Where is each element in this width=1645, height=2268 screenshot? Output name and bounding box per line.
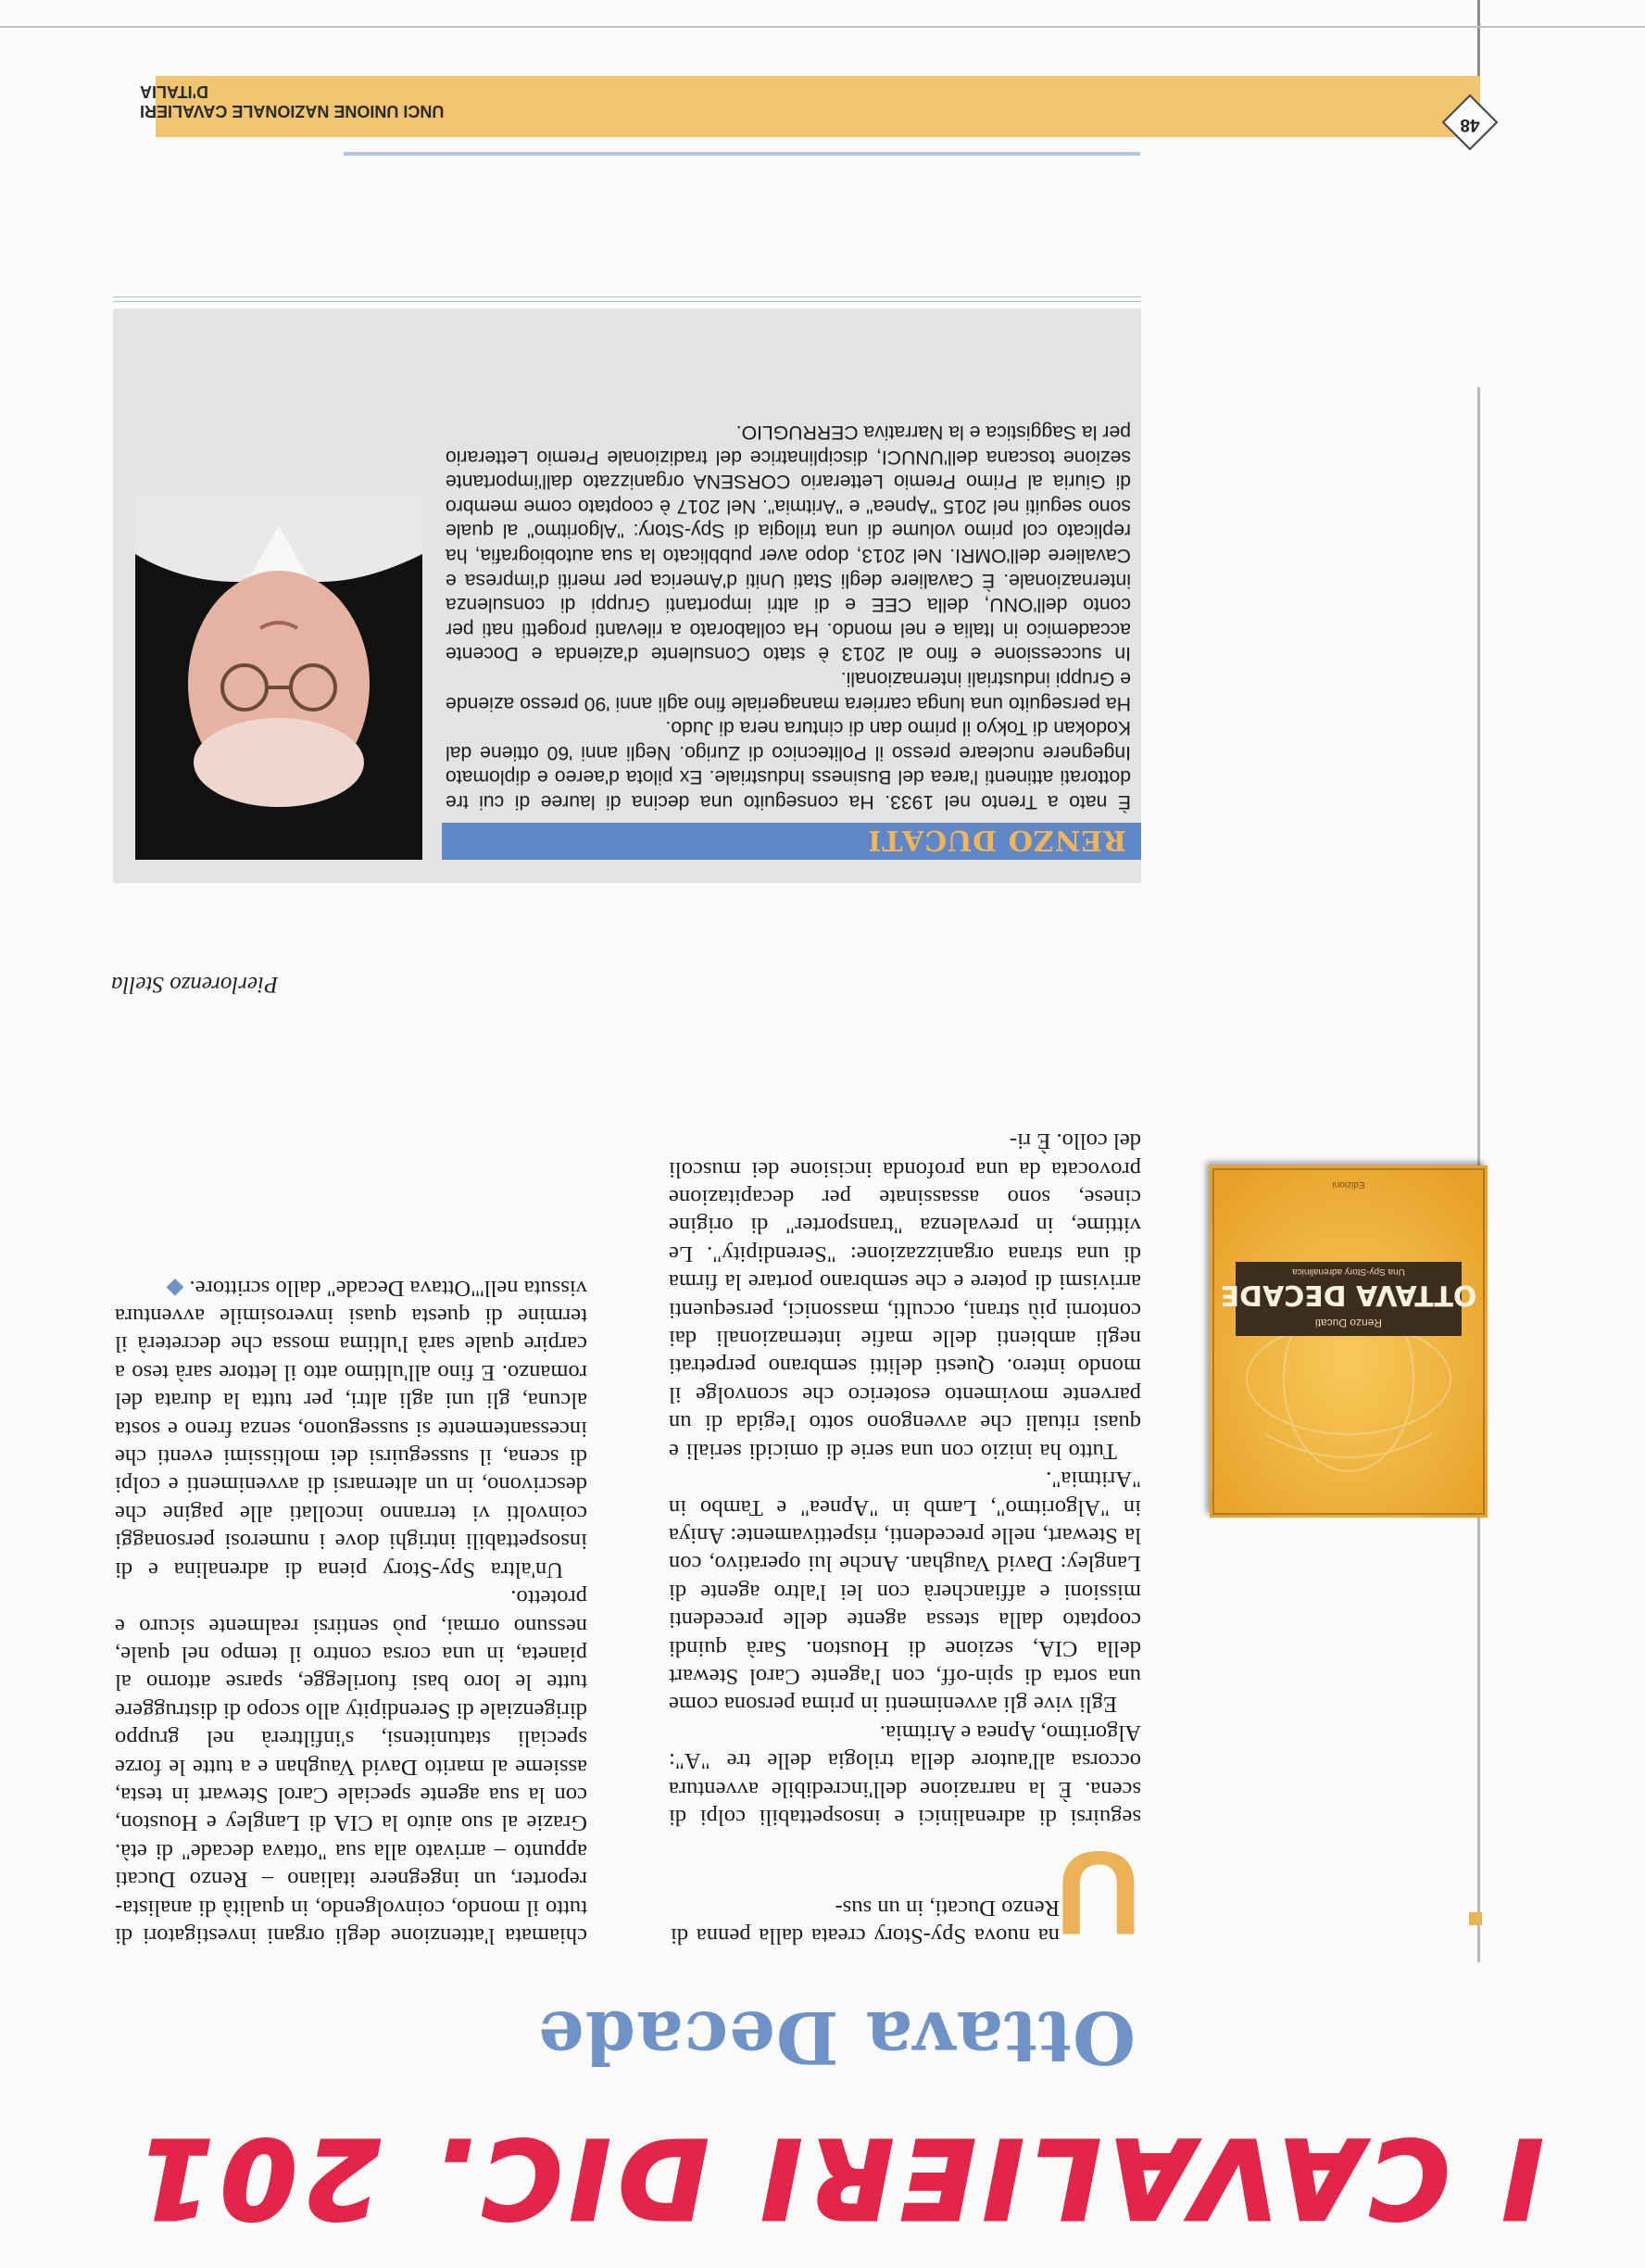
drop-cap: U [1055, 1826, 1141, 1959]
bio-divider [113, 296, 1141, 302]
bio-paragraph: In successione e fino al 2013 è stato Consulente d'azienda e Docente accademico in Italia e nel mondo. Ha collaborato a rilevanti progetti nati per conto dell'ONU, della CEE e di altri importanti Gruppi di consulenza internazionale. È Cavaliere degli Stati Uniti d'America per meriti d'impresa e Cavaliere dell'OMRI. Nel 2013, dopo aver pubblicato la sua autobiografia, ha replicato col primo volume di una trilogia di Spy-Story: "Algoritmo" al quale sono seguiti nel 2015 "Apnea" e "Aritmia". Nel 2017 è cooptato come membro di Giuria al Primo Premio Letterario CORSENA organizzato dall'importante sezione toscana dell'UNUCI, disciplinatrice del tradizionale Premio Letterario per la Saggistica e la Narrativa CERRUGLIO. [446, 422, 1131, 665]
article-lead: na nuova Spy-Story creata dalla penna di Renzo Ducati, in un sus- [671, 1895, 1060, 1948]
article-paragraph-text: Un'altra Spy-Story piena di adrenalina e di insospettabili intrighi dove i numerosi personaggi coinvolti vi terranno incollati alle pagine che descrivono, in un alternarsi di avvenimenti e colpi di scena, il susseguirsi dei moltissimi eventi che incessantemente si susseguono, senza freno e sosta alcuna, gli uni agli altri, per tutta la durata del romanzo. E fino all'ultimo atto il lettore sarà teso a carpire quale sarà l'ultima mossa che decreterà il termine di questa quasi inverosimile avventura vissuta nell'"Ottava Decade" dallo scrittore. [115, 1275, 587, 1582]
article-column-2 [115, 1273, 587, 1949]
article-paragraph: seguirsi di adrenalinici e insospettabili colpi di scena. È la narrazione dell'incredibile avventura occorsa all'autore della trilogia delle tre "A": Algoritmo, Apnea e Aritmia. [669, 1720, 1141, 1830]
bio-paragraph: Ha perseguito una lunga carriera manageriale fino agli anni '90 presso aziende e Gruppi industriali internazionali. [446, 668, 1131, 714]
article-title: Ottava Decade [536, 1995, 1136, 2079]
book-author: Renzo Ducati [1314, 1317, 1383, 1329]
article-column-1 [669, 1127, 1141, 1831]
handwritten-note-text: I CAVALIERI DIC. 201 [130, 2120, 1543, 2242]
book-title: OTTAVA DECADE [1220, 1279, 1477, 1311]
article-paragraph: Tutto ha inizio con una serie di omicidi seriali e quasi rituali che avvengono sotto l'egida di un parvente movimento esoterico che sconvolge il mondo intero. Questi delitti sembrano perpetrati negli ambienti delle mafie internazionali dai contorni più strani, occulti, massonici, persequenti arrivismi di potere e che sembrano portare la firma di una strana organizzazione: "Serendipity". Le vittime, in prevalenza "transporter" di origine cinese, sono assassinate per decapitazione provocata da una profonda incisione dei muscoli del collo. È ri- [669, 1128, 1141, 1464]
page-number: 48 [1460, 115, 1480, 134]
author-bio-heading [442, 823, 1141, 860]
bio-paragraph: È nato a Trento nel 1933. Ha conseguito una decina di lauree di cui tre dottorati attinenti l'area del Business Industriale. Ex pilota d'aereo e diplomato Ingegnere nucleare presso il Politecnico di Zurigo. Negli anni '60 ottiene dal Kodokan di Tokyo il primo dan di cintura nera di Judo. [446, 717, 1131, 813]
page-number-badge [1441, 94, 1499, 151]
end-mark-icon: ◆ [166, 1275, 184, 1301]
book-publisher: Edizioni [1332, 1179, 1365, 1190]
author-bio-text [446, 420, 1131, 814]
book-cover-image [1210, 1166, 1488, 1518]
article-column-1-head [671, 1893, 1060, 1949]
handwritten-note [0, 2120, 1645, 2249]
frame-line [1477, 0, 1480, 76]
article-paragraph: Egli vive gli avvenimenti in prima persona come una sorta di spin-off, con l'agente Carol Stewart della CIA, sezione di Houston. Sarà quindi cooptato dalla stessa agente delle precedenti missioni e affiancherà con lei l'altro agente di Langley: David Vaughan. Anche lui operativo, con la Stewart, nelle precedenti, rispettivamente: Aniya in "Algoritmo", Lamb in "Apnea" e Tambo in "Aritmia". [669, 1467, 1141, 1718]
author-bio-heading-text: RENZO DUCATI [867, 824, 1126, 856]
article-signature: Pierlorenzo Stella [111, 972, 279, 997]
footer-text: UNCI UNIONE NAZIONALE CAVALIERI D'ITALIA [140, 82, 445, 120]
article-paragraph [115, 1273, 587, 1582]
article-paragraph: chiamata l'attenzione degli organi investigatori di tutto il mondo, coinvolgendo, in qualità di analista-reporter, un ingegnere italiano – Renzo Ducati appunto – arrivato alla sua "ottava decade" di età. Grazie al suo aiuto la CIA di Langley e Houston, con la sua agente speciale Carol Stewart in testa, assieme al marito David Vaughan e a tutte le forze speciali statunitensi, s'infiltrerà nel gruppo dirigenziale di Serendipity allo scopo di distruggere tutte le loro basi fuorilegge, sparse attorno al pianeta, in una corsa contro il tempo nel quale, nessuno ormai, può sentirsi realmente sicuro e protetto. [115, 1585, 587, 1948]
left-margin-marker [1469, 1912, 1482, 1925]
author-photo [135, 497, 422, 860]
frame-edge [0, 26, 1645, 28]
footer-divider [344, 152, 1140, 156]
book-subtitle: Una Spy-Story adrenalinica [1292, 1266, 1405, 1277]
